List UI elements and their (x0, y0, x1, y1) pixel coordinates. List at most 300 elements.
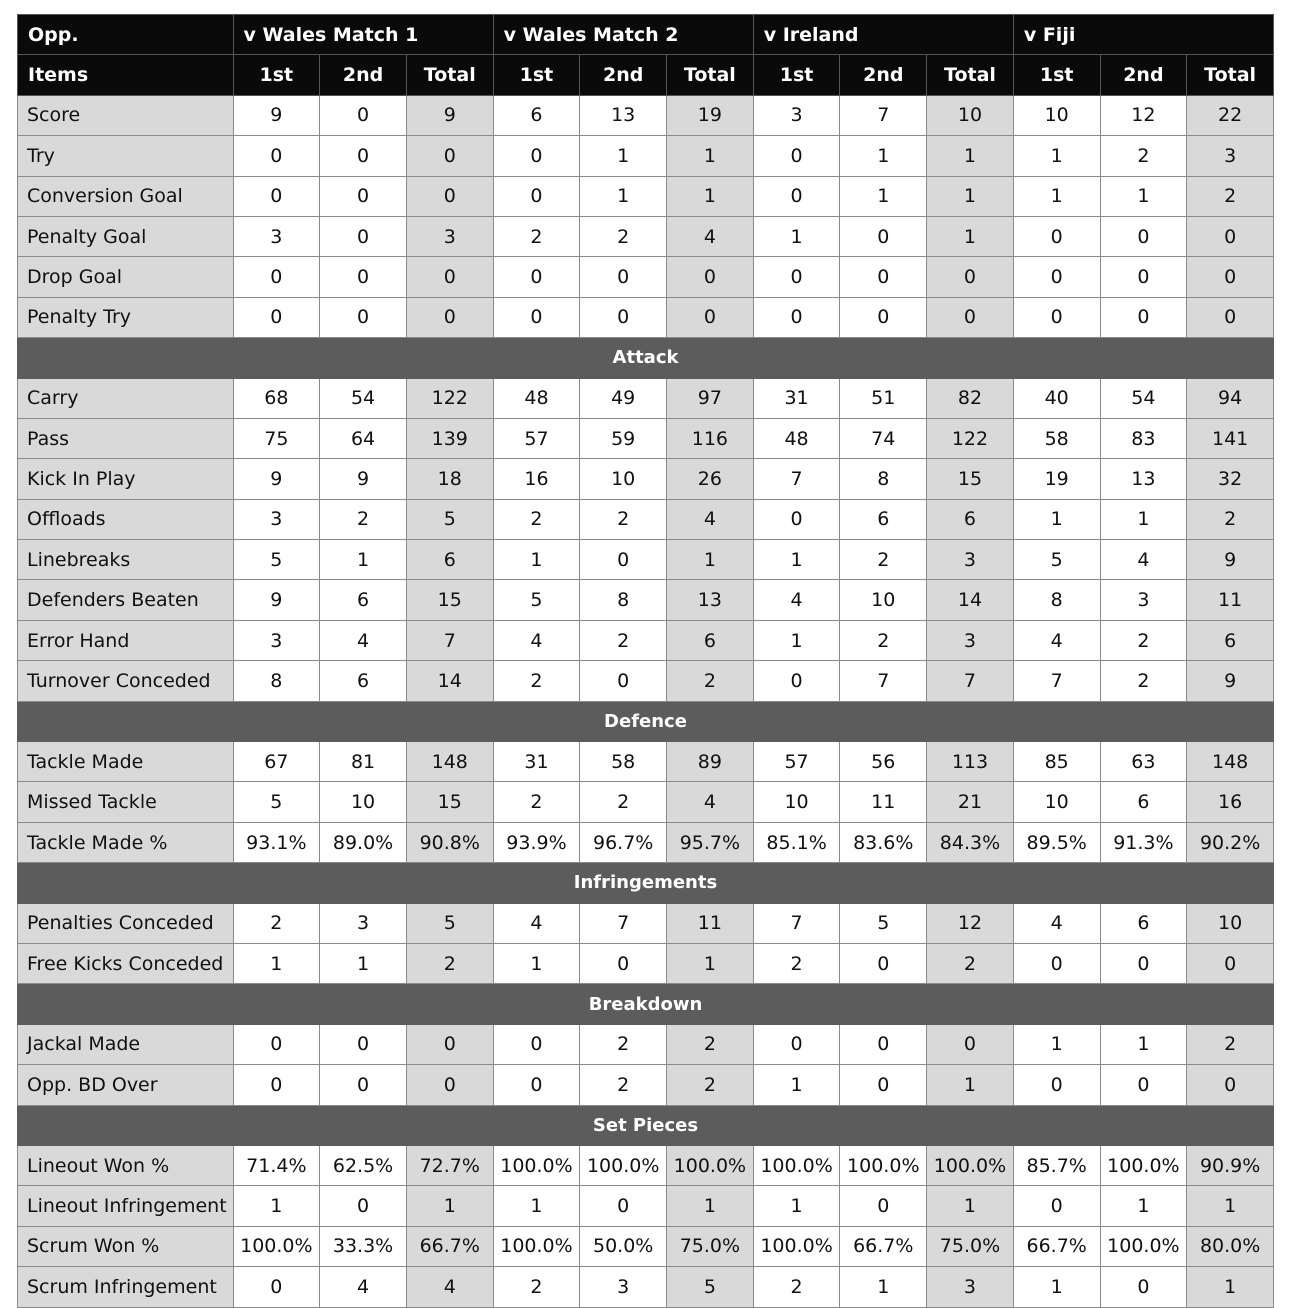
half-cell: 68 (233, 378, 320, 418)
total-cell: 0 (1187, 297, 1274, 337)
half-cell: 2 (580, 499, 667, 539)
half-cell: 100.0% (493, 1226, 580, 1266)
half-cell: 4 (753, 580, 840, 620)
half-cell: 9 (233, 459, 320, 499)
half-cell: 66.7% (1013, 1226, 1100, 1266)
half-cell: 2 (493, 499, 580, 539)
half-cell: 0 (493, 297, 580, 337)
row-label: Try (18, 136, 234, 176)
row-label: Lineout Won % (18, 1145, 234, 1185)
table-row (18, 1226, 1274, 1266)
total-cell: 1 (667, 176, 754, 216)
total-cell: 3 (927, 1267, 1014, 1307)
half-header: Total (927, 55, 1014, 95)
total-cell: 113 (927, 742, 1014, 782)
row-label: Error Hand (18, 620, 234, 660)
total-cell: 0 (1187, 943, 1274, 983)
total-cell: 6 (927, 499, 1014, 539)
total-cell: 1 (667, 943, 754, 983)
half-cell: 5 (840, 903, 927, 943)
total-cell: 90.8% (406, 822, 493, 862)
total-cell: 9 (1187, 540, 1274, 580)
half-cell: 0 (320, 1024, 407, 1064)
total-cell: 6 (667, 620, 754, 660)
total-cell: 1 (927, 1065, 1014, 1105)
half-cell: 0 (580, 540, 667, 580)
half-cell: 4 (1013, 903, 1100, 943)
total-cell: 0 (406, 1024, 493, 1064)
total-cell: 5 (406, 499, 493, 539)
half-cell: 0 (233, 1267, 320, 1307)
section-header-row (18, 701, 1274, 741)
half-cell: 54 (320, 378, 407, 418)
total-cell: 75.0% (667, 1226, 754, 1266)
half-cell: 0 (753, 499, 840, 539)
half-cell: 4 (320, 1267, 407, 1307)
half-cell: 0 (233, 1024, 320, 1064)
total-cell: 4 (667, 216, 754, 256)
row-label: Scrum Infringement (18, 1267, 234, 1307)
half-cell: 6 (1100, 903, 1187, 943)
half-cell: 85.7% (1013, 1145, 1100, 1185)
half-cell: 48 (493, 378, 580, 418)
half-cell: 75 (233, 418, 320, 458)
half-cell: 6 (320, 661, 407, 701)
half-cell: 10 (320, 782, 407, 822)
total-cell: 0 (927, 1024, 1014, 1064)
total-cell: 10 (1187, 903, 1274, 943)
table-row (18, 1065, 1274, 1105)
row-label: Conversion Goal (18, 176, 234, 216)
half-cell: 2 (580, 620, 667, 660)
total-cell: 90.2% (1187, 822, 1274, 862)
match-stats-table (17, 14, 1274, 1308)
half-cell: 2 (493, 1267, 580, 1307)
half-cell: 3 (233, 620, 320, 660)
half-cell: 0 (320, 1065, 407, 1105)
row-label: Tackle Made % (18, 822, 234, 862)
half-cell: 10 (580, 459, 667, 499)
total-cell: 6 (406, 540, 493, 580)
total-cell: 1 (667, 540, 754, 580)
total-cell: 13 (667, 580, 754, 620)
half-cell: 19 (1013, 459, 1100, 499)
half-cell: 54 (1100, 378, 1187, 418)
half-cell: 1 (753, 540, 840, 580)
row-label: Free Kicks Conceded (18, 943, 234, 983)
half-cell: 0 (233, 297, 320, 337)
half-cell: 0 (493, 136, 580, 176)
table-row (18, 822, 1274, 862)
half-cell: 1 (753, 1065, 840, 1105)
total-cell: 7 (927, 661, 1014, 701)
half-cell: 0 (580, 661, 667, 701)
half-cell: 2 (580, 216, 667, 256)
half-cell: 0 (233, 136, 320, 176)
half-cell: 13 (580, 95, 667, 135)
total-cell: 148 (406, 742, 493, 782)
row-label: Scrum Won % (18, 1226, 234, 1266)
opponent-header: v Wales Match 1 (233, 15, 493, 55)
half-cell: 1 (233, 943, 320, 983)
total-cell: 139 (406, 418, 493, 458)
half-cell: 0 (753, 176, 840, 216)
half-cell: 2 (1100, 661, 1187, 701)
total-cell: 141 (1187, 418, 1274, 458)
half-cell: 100.0% (753, 1226, 840, 1266)
half-cell: 64 (320, 418, 407, 458)
opp-header: Opp. (18, 15, 234, 55)
total-cell: 82 (927, 378, 1014, 418)
total-cell: 19 (667, 95, 754, 135)
total-cell: 15 (406, 782, 493, 822)
half-cell: 40 (1013, 378, 1100, 418)
half-cell: 93.9% (493, 822, 580, 862)
half-cell: 2 (1100, 620, 1187, 660)
table-row (18, 742, 1274, 782)
half-cell: 0 (753, 257, 840, 297)
half-cell: 8 (580, 580, 667, 620)
total-cell: 2 (1187, 1024, 1274, 1064)
table-row (18, 297, 1274, 337)
total-cell: 22 (1187, 95, 1274, 135)
half-header-row (18, 55, 1274, 95)
total-cell: 3 (927, 540, 1014, 580)
total-cell: 10 (927, 95, 1014, 135)
half-cell: 6 (1100, 782, 1187, 822)
half-cell: 1 (233, 1186, 320, 1226)
half-cell: 7 (840, 661, 927, 701)
half-header: 1st (753, 55, 840, 95)
total-cell: 12 (927, 903, 1014, 943)
total-cell: 1 (667, 1186, 754, 1226)
half-cell: 50.0% (580, 1226, 667, 1266)
half-cell: 2 (1100, 136, 1187, 176)
total-cell: 11 (1187, 580, 1274, 620)
half-cell: 0 (840, 1186, 927, 1226)
half-cell: 1 (493, 540, 580, 580)
total-cell: 95.7% (667, 822, 754, 862)
half-cell: 0 (320, 1186, 407, 1226)
opponent-header: v Wales Match 2 (493, 15, 753, 55)
half-cell: 58 (580, 742, 667, 782)
half-cell: 0 (1100, 1065, 1187, 1105)
half-cell: 1 (1013, 176, 1100, 216)
row-label: Defenders Beaten (18, 580, 234, 620)
half-cell: 1 (1100, 499, 1187, 539)
half-cell: 0 (1100, 1267, 1187, 1307)
table-row (18, 903, 1274, 943)
total-cell: 1 (406, 1186, 493, 1226)
half-cell: 3 (580, 1267, 667, 1307)
half-cell: 93.1% (233, 822, 320, 862)
half-header: 2nd (320, 55, 407, 95)
total-cell: 26 (667, 459, 754, 499)
total-cell: 0 (406, 297, 493, 337)
half-cell: 49 (580, 378, 667, 418)
half-cell: 1 (1100, 176, 1187, 216)
half-cell: 9 (233, 95, 320, 135)
total-cell: 1 (927, 1186, 1014, 1226)
total-cell: 9 (406, 95, 493, 135)
section-header-row (18, 338, 1274, 378)
half-cell: 3 (1100, 580, 1187, 620)
total-cell: 122 (927, 418, 1014, 458)
half-cell: 0 (840, 257, 927, 297)
half-cell: 85.1% (753, 822, 840, 862)
half-cell: 1 (580, 136, 667, 176)
half-cell: 2 (320, 499, 407, 539)
total-cell: 90.9% (1187, 1145, 1274, 1185)
row-label: Score (18, 95, 234, 135)
total-cell: 5 (406, 903, 493, 943)
total-cell: 75.0% (927, 1226, 1014, 1266)
half-cell: 0 (320, 257, 407, 297)
half-cell: 5 (233, 540, 320, 580)
half-cell: 4 (1100, 540, 1187, 580)
half-cell: 1 (840, 176, 927, 216)
total-cell: 116 (667, 418, 754, 458)
half-cell: 100.0% (840, 1145, 927, 1185)
half-cell: 0 (233, 257, 320, 297)
half-cell: 8 (1013, 580, 1100, 620)
total-cell: 0 (1187, 1065, 1274, 1105)
total-cell: 9 (1187, 661, 1274, 701)
half-cell: 66.7% (840, 1226, 927, 1266)
table-row (18, 257, 1274, 297)
total-cell: 3 (406, 216, 493, 256)
half-cell: 1 (753, 216, 840, 256)
row-label: Offloads (18, 499, 234, 539)
half-cell: 5 (493, 580, 580, 620)
half-cell: 0 (753, 1024, 840, 1064)
half-cell: 2 (840, 540, 927, 580)
half-cell: 2 (580, 1024, 667, 1064)
half-cell: 2 (840, 620, 927, 660)
total-cell: 21 (927, 782, 1014, 822)
half-cell: 100.0% (753, 1145, 840, 1185)
row-label: Linebreaks (18, 540, 234, 580)
total-cell: 14 (927, 580, 1014, 620)
half-cell: 2 (493, 782, 580, 822)
total-cell: 0 (1187, 257, 1274, 297)
table-row (18, 176, 1274, 216)
opponent-header: v Fiji (1013, 15, 1273, 55)
half-cell: 1 (1013, 499, 1100, 539)
half-cell: 10 (1013, 782, 1100, 822)
stats-body (18, 95, 1274, 1307)
half-cell: 1 (753, 620, 840, 660)
table-row (18, 1267, 1274, 1307)
half-cell: 85 (1013, 742, 1100, 782)
total-cell: 2 (667, 661, 754, 701)
total-cell: 0 (927, 297, 1014, 337)
row-label: Penalties Conceded (18, 903, 234, 943)
total-cell: 5 (667, 1267, 754, 1307)
half-cell: 0 (233, 1065, 320, 1105)
half-cell: 0 (493, 1065, 580, 1105)
row-label: Turnover Conceded (18, 661, 234, 701)
half-cell: 1 (1013, 1024, 1100, 1064)
section-title: Set Pieces (18, 1105, 1274, 1145)
total-cell: 0 (1187, 216, 1274, 256)
section-header-row (18, 863, 1274, 903)
total-cell: 1 (927, 216, 1014, 256)
half-cell: 10 (753, 782, 840, 822)
total-cell: 0 (406, 1065, 493, 1105)
half-cell: 0 (580, 943, 667, 983)
opponent-header-row (18, 15, 1274, 55)
half-cell: 0 (320, 136, 407, 176)
total-cell: 72.7% (406, 1145, 493, 1185)
half-cell: 57 (753, 742, 840, 782)
half-cell: 0 (1100, 216, 1187, 256)
total-cell: 94 (1187, 378, 1274, 418)
half-cell: 1 (493, 943, 580, 983)
table-row (18, 418, 1274, 458)
total-cell: 15 (927, 459, 1014, 499)
table-row (18, 1186, 1274, 1226)
table-row (18, 216, 1274, 256)
half-cell: 2 (753, 943, 840, 983)
half-cell: 7 (753, 903, 840, 943)
row-label: Drop Goal (18, 257, 234, 297)
half-cell: 0 (320, 95, 407, 135)
row-label: Kick In Play (18, 459, 234, 499)
half-cell: 81 (320, 742, 407, 782)
total-cell: 1 (927, 136, 1014, 176)
half-cell: 57 (493, 418, 580, 458)
half-header: Total (1187, 55, 1274, 95)
half-cell: 16 (493, 459, 580, 499)
row-label: Lineout Infringement (18, 1186, 234, 1226)
half-cell: 33.3% (320, 1226, 407, 1266)
half-cell: 3 (233, 216, 320, 256)
half-cell: 8 (233, 661, 320, 701)
row-label: Penalty Try (18, 297, 234, 337)
half-cell: 96.7% (580, 822, 667, 862)
half-cell: 4 (493, 620, 580, 660)
half-cell: 1 (753, 1186, 840, 1226)
half-cell: 4 (493, 903, 580, 943)
half-cell: 0 (1013, 257, 1100, 297)
total-cell: 0 (406, 257, 493, 297)
half-cell: 7 (580, 903, 667, 943)
table-row (18, 1145, 1274, 1185)
half-cell: 0 (1100, 257, 1187, 297)
total-cell: 4 (667, 499, 754, 539)
total-cell: 4 (667, 782, 754, 822)
total-cell: 66.7% (406, 1226, 493, 1266)
row-label: Jackal Made (18, 1024, 234, 1064)
total-cell: 18 (406, 459, 493, 499)
half-cell: 0 (493, 176, 580, 216)
half-cell: 0 (1100, 943, 1187, 983)
half-cell: 7 (1013, 661, 1100, 701)
half-cell: 0 (753, 136, 840, 176)
half-cell: 0 (493, 257, 580, 297)
half-cell: 0 (1013, 1186, 1100, 1226)
total-cell: 100.0% (667, 1145, 754, 1185)
half-cell: 10 (840, 580, 927, 620)
row-label: Tackle Made (18, 742, 234, 782)
half-cell: 74 (840, 418, 927, 458)
half-cell: 0 (233, 176, 320, 216)
half-cell: 83 (1100, 418, 1187, 458)
half-cell: 62.5% (320, 1145, 407, 1185)
half-cell: 13 (1100, 459, 1187, 499)
half-cell: 6 (320, 580, 407, 620)
total-cell: 7 (406, 620, 493, 660)
half-cell: 1 (840, 136, 927, 176)
half-header: 1st (233, 55, 320, 95)
half-cell: 0 (320, 176, 407, 216)
total-cell: 2 (927, 943, 1014, 983)
table-row (18, 1024, 1274, 1064)
half-cell: 0 (753, 297, 840, 337)
total-cell: 6 (1187, 620, 1274, 660)
total-cell: 2 (1187, 499, 1274, 539)
total-cell: 0 (406, 176, 493, 216)
half-cell: 0 (580, 257, 667, 297)
section-title: Breakdown (18, 984, 1274, 1024)
half-cell: 0 (1013, 1065, 1100, 1105)
half-cell: 71.4% (233, 1145, 320, 1185)
half-cell: 100.0% (580, 1145, 667, 1185)
half-header: 1st (1013, 55, 1100, 95)
half-cell: 58 (1013, 418, 1100, 458)
total-cell: 1 (667, 136, 754, 176)
half-cell: 2 (233, 903, 320, 943)
half-cell: 0 (320, 216, 407, 256)
half-cell: 51 (840, 378, 927, 418)
half-cell: 3 (320, 903, 407, 943)
total-cell: 97 (667, 378, 754, 418)
table-row (18, 782, 1274, 822)
half-cell: 63 (1100, 742, 1187, 782)
half-cell: 0 (493, 1024, 580, 1064)
half-cell: 9 (320, 459, 407, 499)
total-cell: 89 (667, 742, 754, 782)
half-cell: 0 (840, 1065, 927, 1105)
total-cell: 0 (927, 257, 1014, 297)
total-cell: 32 (1187, 459, 1274, 499)
half-cell: 10 (1013, 95, 1100, 135)
total-cell: 14 (406, 661, 493, 701)
table-row (18, 943, 1274, 983)
half-cell: 0 (840, 216, 927, 256)
half-cell: 100.0% (233, 1226, 320, 1266)
half-header: Total (406, 55, 493, 95)
total-cell: 1 (927, 176, 1014, 216)
table-row (18, 540, 1274, 580)
section-title: Defence (18, 701, 1274, 741)
total-cell: 3 (927, 620, 1014, 660)
row-label: Penalty Goal (18, 216, 234, 256)
total-cell: 84.3% (927, 822, 1014, 862)
half-cell: 31 (493, 742, 580, 782)
half-cell: 6 (840, 499, 927, 539)
half-cell: 0 (840, 297, 927, 337)
total-cell: 80.0% (1187, 1226, 1274, 1266)
table-row (18, 580, 1274, 620)
total-cell: 2 (667, 1065, 754, 1105)
half-header: 2nd (840, 55, 927, 95)
half-cell: 4 (1013, 620, 1100, 660)
total-cell: 2 (406, 943, 493, 983)
half-cell: 0 (840, 943, 927, 983)
half-cell: 89.0% (320, 822, 407, 862)
